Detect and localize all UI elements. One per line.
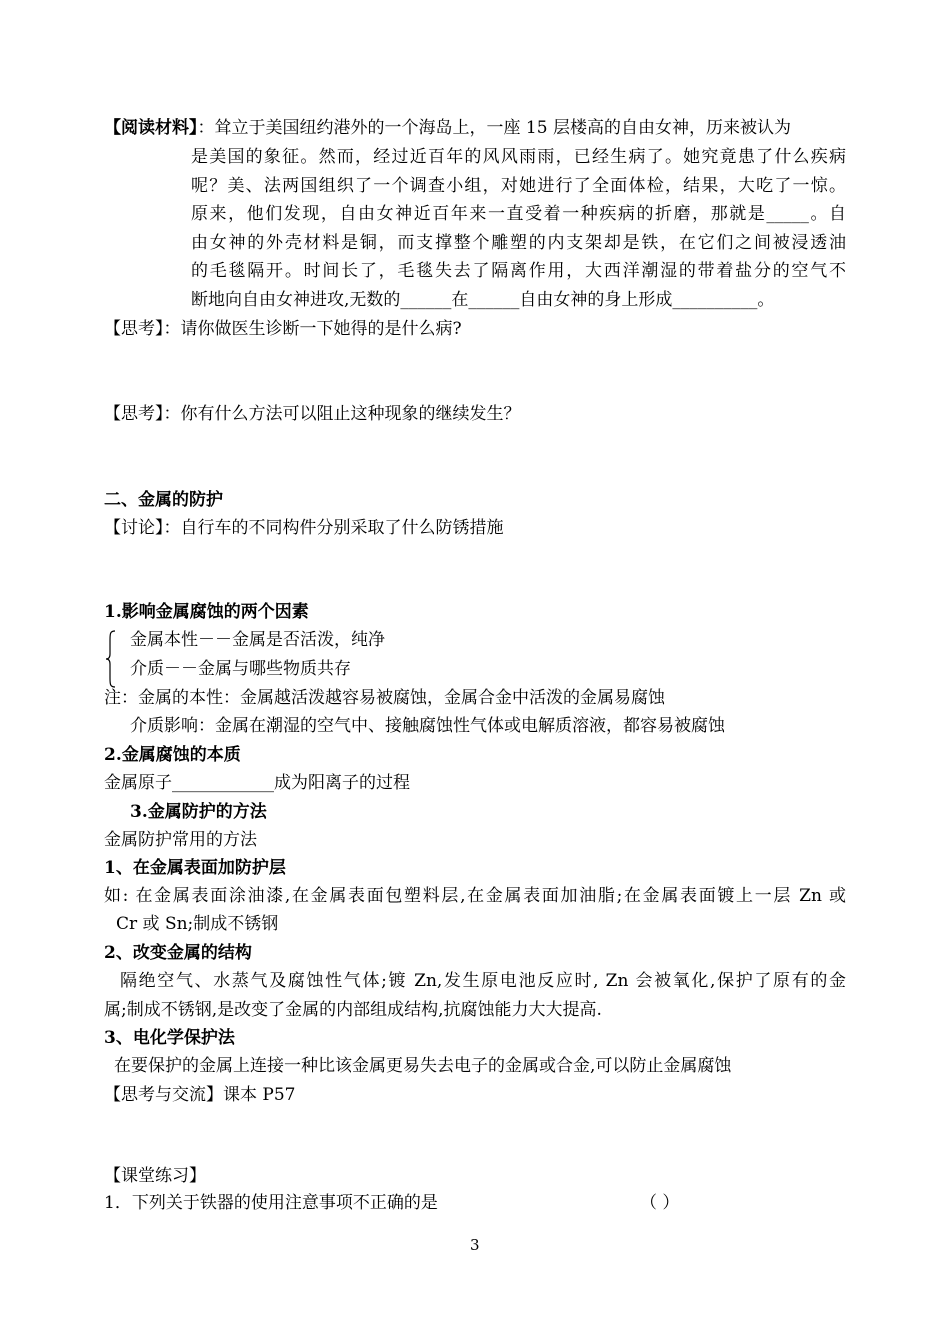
- discussion-question: 【讨论】：自行车的不同构件分别采取了什么防锈措施: [104, 518, 504, 538]
- factors-heading: 1.影响金属腐蚀的两个因素: [104, 602, 309, 622]
- method-1-heading: 1、在金属表面加防护层: [104, 858, 286, 878]
- reading-line-7: 断地向自由女神进攻,无数的______在______自由女神的身上形成__________。: [191, 290, 775, 310]
- think-question-1: 【思考】：请你做医生诊断一下她得的是什么病?: [104, 319, 462, 339]
- answer-parentheses: （ ）: [640, 1193, 680, 1213]
- methods-heading: 3.金属防护的方法: [130, 802, 267, 822]
- factor-note-2: 介质影响：金属在潮湿的空气中、接触腐蚀性气体或电解质溶液，都容易被腐蚀: [130, 716, 725, 736]
- reading-line-2: 是美国的象征。然而，经过近百年的风风雨雨，已经生病了。她究竟患了什么疾病: [191, 147, 846, 167]
- methods-intro: 金属防护常用的方法: [104, 830, 257, 850]
- reading-line-5: 由女神的外壳材料是铜，而支撑整个雕塑的内支架却是铁，在它们之间被浸透油: [191, 233, 846, 253]
- method-1-line-1: 如: 在金属表面涂油漆,在金属表面包塑料层,在金属表面加油脂;在金属表面镀上一层 Zn 或: [104, 886, 846, 906]
- reading-line-3: 呢？美、法两国组织了一个调查小组，对她进行了全面体检，结果，大吃了一惊。: [191, 176, 846, 196]
- reading-line-4: 原来，他们发现，自由女神近百年来一直受着一种疾病的折磨，那就是_____。自: [191, 204, 846, 224]
- method-1-line-2: Cr 或 Sn;制成不锈钢: [116, 914, 279, 934]
- reading-label-line: [104, 116, 791, 140]
- think-question-2: 【思考】：你有什么方法可以阻止这种现象的继续发生？: [104, 404, 521, 424]
- method-2-line-1: 隔绝空气、水蒸气及腐蚀性气体;镀 Zn,发生原电池反应时, Zn 会被氧化,保护了原有的金: [120, 971, 846, 991]
- reading-label: 【阅读材料】: [104, 118, 198, 138]
- reading-line-1: ：耸立于美国纽约港外的一个海岛上，一座 15 层楼高的自由女神，历来被认为: [197, 118, 791, 138]
- page-number: 3: [470, 1236, 480, 1254]
- method-2-heading: 2、改变金属的结构: [104, 943, 252, 963]
- section-heading-metal-protection: 二、金属的防护: [104, 490, 223, 510]
- think-exchange: 【思考与交流】课本 P57: [104, 1085, 296, 1105]
- factor-note-1: 注：金属的本性：金属越活泼越容易被腐蚀，金属合金中活泼的金属易腐蚀: [104, 688, 665, 708]
- factor-item-2: 介质－－金属与哪些物质共存: [130, 659, 351, 679]
- curly-brace-icon: [106, 630, 116, 688]
- practice-heading: 【课堂练习】: [104, 1166, 206, 1186]
- essence-heading: 2.金属腐蚀的本质: [104, 745, 241, 765]
- essence-text: 金属原子____________成为阳离子的过程: [104, 773, 410, 793]
- reading-line-6: 的毛毯隔开。时间长了，毛毯失去了隔离作用，大西洋潮湿的带着盐分的空气不: [191, 261, 846, 281]
- factor-item-1: 金属本性－－金属是否活泼，纯净: [130, 630, 385, 650]
- method-3-line-1: 在要保护的金属上连接一种比该金属更易失去电子的金属或合金,可以防止金属腐蚀: [114, 1056, 732, 1076]
- method-3-heading: 3、电化学保护法: [104, 1028, 235, 1048]
- method-2-line-2: 属;制成不锈钢,是改变了金属的内部组成结构,抗腐蚀能力大大提高.: [104, 1000, 602, 1020]
- question-1: 1．下列关于铁器的使用注意事项不正确的是: [104, 1193, 438, 1213]
